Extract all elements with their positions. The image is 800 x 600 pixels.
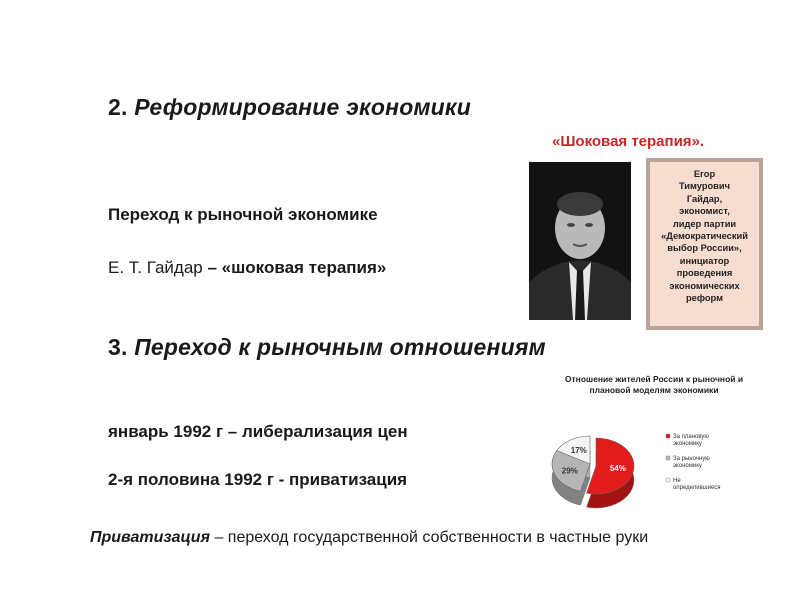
legend-label: Не определившиеся [673,478,721,491]
legend-swatch [666,456,670,460]
gaidar-bio-box [646,158,763,330]
legend-swatch [666,478,670,482]
legend-swatch [666,434,670,438]
bio-line: реформ [686,293,723,304]
gaidar-policy: «шоковая терапия» [221,258,387,277]
section-2-title: Реформирование экономики [134,94,472,120]
bio-line: Егор [693,169,716,179]
bio-line: Гайдар, [686,193,723,204]
section-3-heading [108,334,546,361]
gaidar-photo [529,162,631,320]
section-2-heading [108,94,471,121]
section-3-number: 3. [108,334,128,360]
pie-legend [666,434,721,491]
gaidar-name: Е. Т. Гайдар [108,258,203,277]
bio-line: «Демократический [661,231,748,242]
event-liberalization: январь 1992 г – либерализация цен [108,422,408,441]
transition-line: Переход к рыночной экономике [108,205,378,224]
event-privatization: 2-я половина 1992 г - приватизация [108,470,408,489]
bio-line: экономист, [679,206,730,217]
gaidar-dash: – [202,258,222,277]
definition-text: – переход государственной собственности в частные руки [210,529,649,546]
opinion-pie-chart [548,370,760,520]
definition-term: Приватизация [90,529,210,546]
chart-title: Отношение жителей России к рыночной и плановой моделям экономики [564,374,744,395]
pie-slice-label: 17% [570,446,587,456]
section-3-title: Переход к рыночным отношениям [134,334,546,360]
bio-line: лидер партии [672,218,737,229]
bio-line: Тимурович [678,181,731,192]
pie-slice-label: 54% [609,464,626,474]
pie-slice-label: 29% [561,466,578,476]
legend-label: За плановую экономику [673,434,709,447]
bio-line: выбор России», [667,243,742,254]
bio-line: проведения [676,268,733,279]
gaidar-line [108,258,386,278]
shock-therapy-caption: «Шоковая терапия». [552,133,705,150]
legend-label: За рыночную экономику [673,456,710,469]
bio-line: экономических [669,280,740,291]
bio-line: инициатор [679,255,730,266]
section-2-number: 2. [108,94,128,120]
privatization-definition [90,527,670,548]
portrait-image [529,162,631,320]
